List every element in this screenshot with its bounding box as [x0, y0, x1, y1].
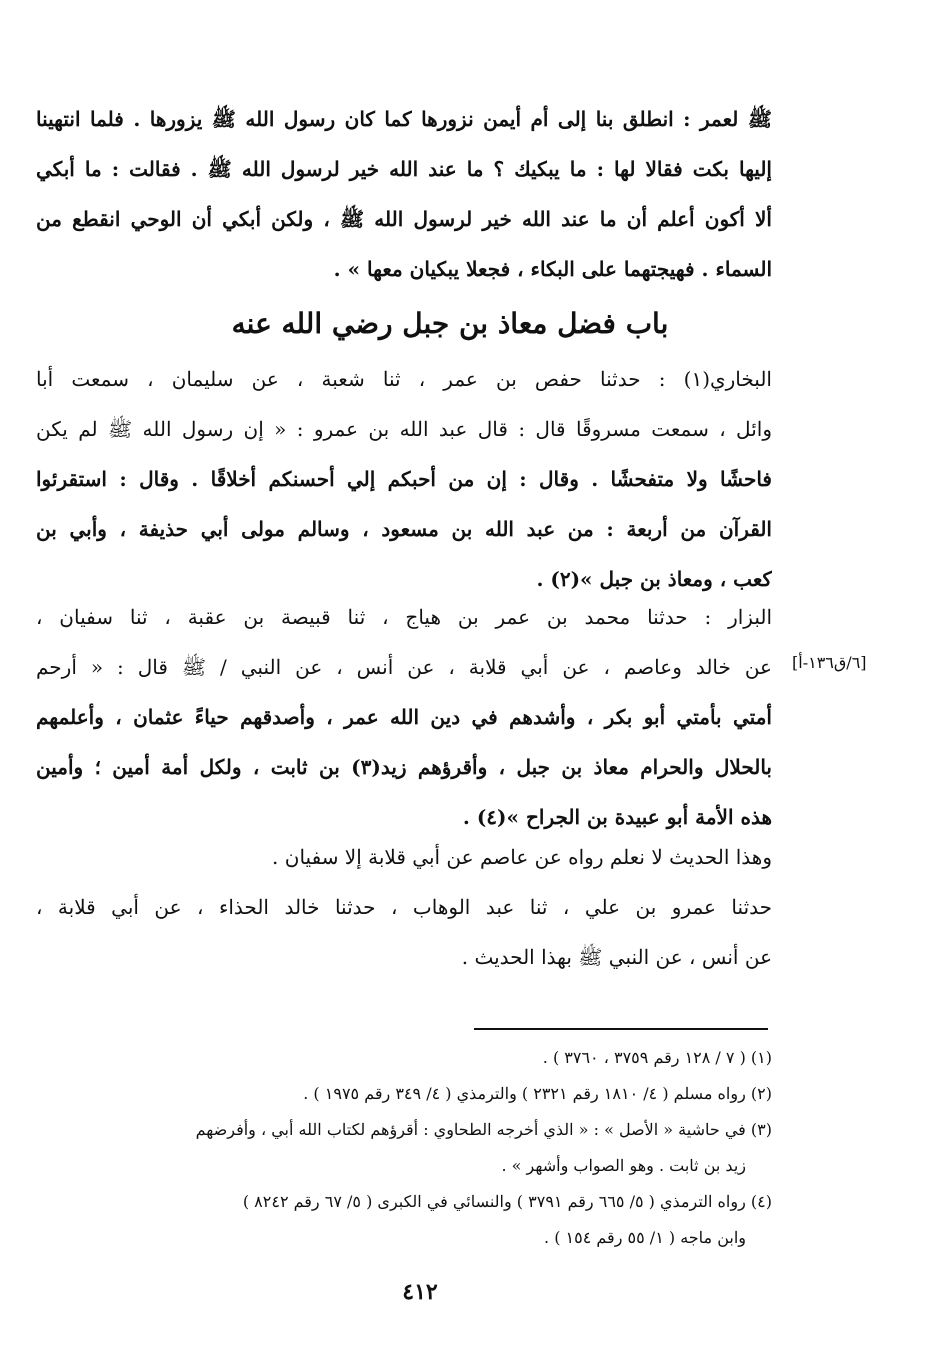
text-line: البخاري(١) : حدثنا حفص بن عمر ، ثنا شعبة ، عن سليمان ، سمعت أبا	[36, 367, 772, 391]
text-line: ﷺ لعمر : انطلق بنا إلى أم أيمن نزورها كما كان رسول الله ﷺ يزورها . فلما انتهينا	[36, 107, 772, 131]
text-line: وائل ، سمعت مسروقًا قال : قال عبد الله بن عمرو : « إن رسول الله ﷺ لم يكن	[36, 417, 772, 441]
footnote-line: (٢) رواه مسلم ( ٤/ ١٨١٠ رقم ٢٣٢١ ) والترمذي ( ٤/ ٣٤٩ رقم ١٩٧٥ ) .	[303, 1084, 772, 1103]
footnote-line: (٣) في حاشية « الأصل » : « الذي أخرجه الطحاوي : أقرؤهم لكتاب الله أبي ، وأفرضهم	[195, 1120, 772, 1139]
footnote-line: (١) ( ٧ / ١٢٨ رقم ٣٧٥٩ ، ٣٧٦٠ ) .	[542, 1048, 772, 1067]
page-number: ٤١٢	[402, 1279, 438, 1305]
text-line: كعب ، ومعاذ بن جبل »(٢) .	[536, 567, 772, 591]
paragraph-5	[36, 882, 772, 982]
text-line: حدثنا عمرو بن علي ، ثنا عبد الوهاب ، حدثنا خالد الحذاء ، عن أبي قلابة ،	[36, 895, 772, 919]
footnote-line: (٤) رواه الترمذي ( ٥/ ٦٦٥ رقم ٣٧٩١ ) والنسائي في الكبرى ( ٥/ ٦٧ رقم ٨٢٤٢ )	[242, 1192, 772, 1211]
text-line: عن أنس ، عن النبي ﷺ بهذا الحديث .	[461, 945, 772, 969]
footnotes	[36, 1040, 772, 1256]
section-heading: باب فضل معاذ بن جبل رضي الله عنه	[231, 307, 669, 340]
footnote-line: وابن ماجه ( ١/ ٥٥ رقم ١٥٤ ) .	[544, 1228, 746, 1247]
paragraph-2	[36, 354, 772, 604]
text-line: هذه الأمة أبو عبيدة بن الجراح »(٤) .	[462, 805, 772, 829]
paragraph-1	[36, 94, 772, 294]
text-line: عن خالد وعاصم ، عن أبي قلابة ، عن أنس ، عن النبي / ﷺ قال : « أرحم	[36, 655, 772, 679]
text-line: فاحشًا ولا متفحشًا . وقال : إن من أحبكم إلي أحسنكم أخلاقًا . وقال : استقرئوا	[36, 467, 772, 491]
margin-reference-note: [٦/ق١٣٦-أ]	[792, 653, 867, 672]
text-line: إليها بكت فقالا لها : ما يبكيك ؟ ما عند الله خير لرسول الله ﷺ . فقالت : ما أبكي	[36, 157, 772, 181]
paragraph-4	[36, 832, 772, 882]
footnote-separator	[474, 1028, 768, 1030]
footnote-line: زيد بن ثابت . وهو الصواب وأشهر » .	[501, 1156, 746, 1175]
text-line: القرآن من أربعة : من عبد الله بن مسعود ، وسالم مولى أبي حذيفة ، وأبي بن	[36, 517, 772, 541]
text-line: أمتي بأمتي أبو بكر ، وأشدهم في دين الله عمر ، وأصدقهم حياءً عثمان ، وأعلمهم	[36, 705, 772, 729]
text-line: ألا أكون أعلم أن ما عند الله خير لرسول الله ﷺ ، ولكن أبكي أن الوحي انقطع من	[36, 207, 772, 231]
paragraph-3	[36, 592, 772, 842]
text-line: وهذا الحديث لا نعلم رواه عن عاصم عن أبي قلابة إلا سفيان .	[272, 845, 772, 869]
text-line: بالحلال والحرام معاذ بن جبل ، وأقرؤهم زيد(٣) بن ثابت ، ولكل أمة أمين ؛ وأمين	[36, 755, 772, 779]
text-line: البزار : حدثنا محمد بن عمر بن هياج ، ثنا قبيصة بن عقبة ، ثنا سفيان ،	[36, 605, 772, 629]
text-line: السماء . فهيجتهما على البكاء ، فجعلا يبكيان معها » .	[333, 257, 772, 281]
